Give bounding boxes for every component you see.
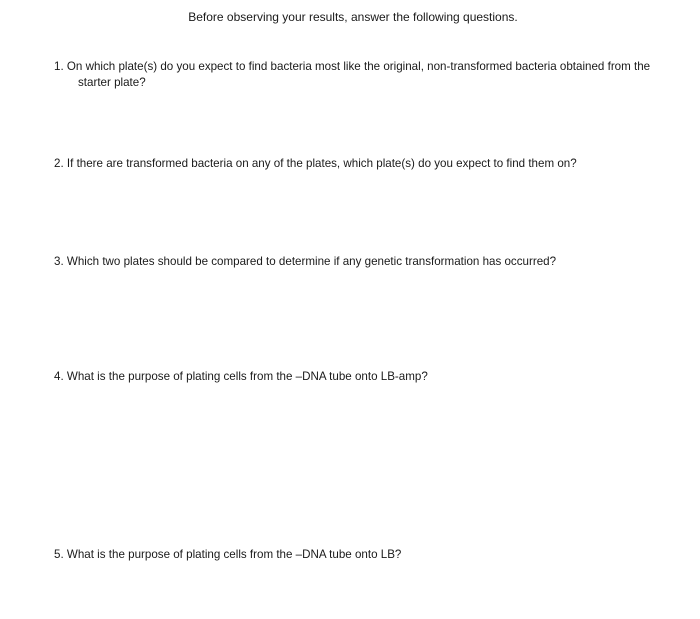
question-4 [54,369,654,385]
question-5 [54,547,654,563]
question-number: 5. [54,548,64,561]
question-number: 1. [54,60,64,73]
page-heading: Before observing your results, answer the following questions. [188,10,518,24]
question-1-body [54,59,654,91]
question-number: 2. [54,157,64,170]
question-text: What is the purpose of plating cells from the –DNA tube onto LB-amp? [66,370,428,383]
question-number: 4. [54,370,64,383]
question-text: On which plate(s) do you expect to find bacteria most like the original, non-transformed bacteria obtained from the starter plate? [66,60,651,89]
question-1 [54,59,654,91]
question-text: Which two plates should be compared to determine if any genetic transformation has occurred? [66,255,557,268]
question-text: What is the purpose of plating cells from the –DNA tube onto LB? [66,548,402,561]
question-text: If there are transformed bacteria on any of the plates, which plate(s) do you expect to find them on? [66,157,577,170]
question-2 [54,156,654,172]
question-3 [54,254,654,270]
question-number: 3. [54,255,64,268]
